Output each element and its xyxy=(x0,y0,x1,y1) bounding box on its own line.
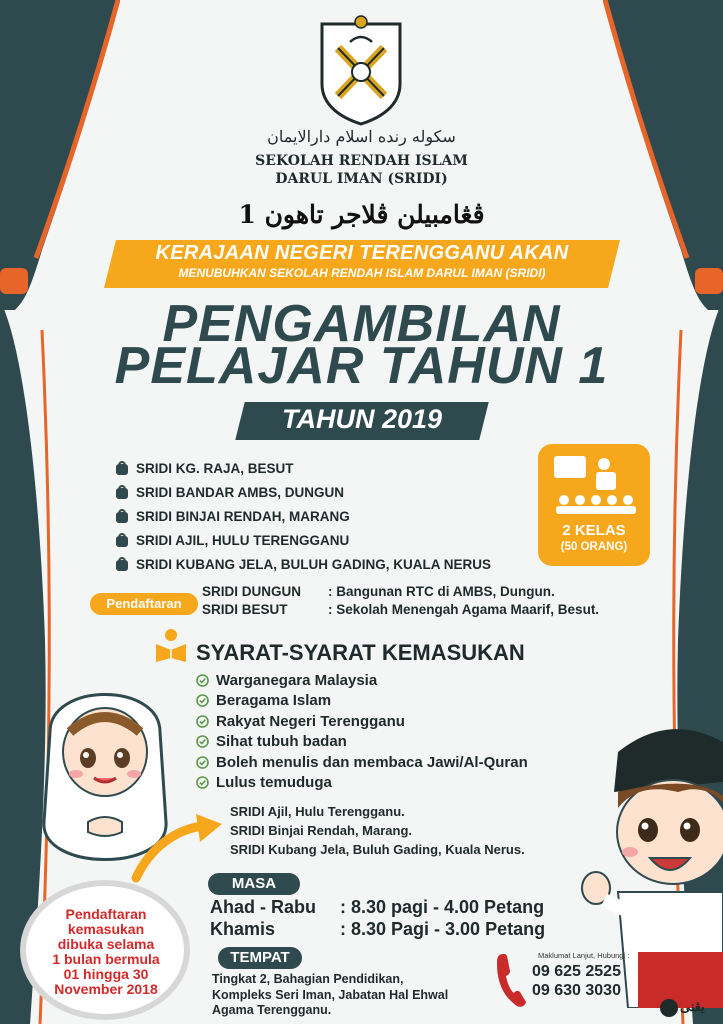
requirements-title: SYARAT-SYARAT KEMASUKAN xyxy=(196,640,525,665)
check-circle-icon xyxy=(196,776,209,789)
announcement-line-2: MENUBUHKAN SEKOLAH RENDAH ISLAM DARUL IMAN (SRIDI) xyxy=(178,266,546,280)
check-circle-icon xyxy=(196,735,209,748)
phone-icon xyxy=(495,950,529,1008)
school-bag-icon xyxy=(114,556,130,572)
check-circle-icon xyxy=(196,715,209,728)
list-item: SRIDI KUBANG JELA, BULUH GADING, KUALA NERUS xyxy=(114,552,534,576)
school-bag-icon xyxy=(114,460,130,476)
school-bag-icon xyxy=(114,508,130,524)
school-bag-icon xyxy=(114,484,130,500)
school-name-jawi: سكوله رنده اسلام دارالايمان xyxy=(267,127,456,146)
school-crest-icon xyxy=(314,14,408,126)
title-line-1: PENGAMBILAN xyxy=(162,295,561,353)
requirements-list xyxy=(196,670,616,793)
notes-list: SRIDI Ajil, Hulu Terengganu. SRIDI Binjai Rendah, Marang. SRIDI Kubang Jela, Buluh Gading, Kuala Nerus. xyxy=(230,804,525,857)
branch-list xyxy=(114,456,534,576)
registration-label: Pendaftaran xyxy=(90,593,198,615)
schedule-row: Ahad - Rabu : 8.30 pagi - 4.00 Petang xyxy=(210,897,545,917)
list-item: Beragama Islam xyxy=(196,691,616,712)
phone-number[interactable]: 09 625 2525 xyxy=(532,963,621,980)
registration-row: SRIDI DUNGUN : Bangunan RTC di AMBS, Dungun. xyxy=(202,584,555,599)
department-logo-text: يڠنى xyxy=(680,1000,705,1015)
class-capacity: (50 ORANG) xyxy=(560,541,628,553)
list-item: Boleh menulis dan membaca Jawi/Al-Quran xyxy=(196,752,616,773)
list-item: SRIDI KG. RAJA, BESUT xyxy=(114,456,534,480)
venue-address: Tingkat 2, Bahagian Pendidikan, Kompleks Seri Iman, Jabatan Hal Ehwal Agama Terengganu. xyxy=(212,972,449,1017)
list-item: Rakyat Negeri Terengganu xyxy=(196,711,616,732)
headline-jawi: ڤڠامبيلن ڤلاجر تاهون 1 xyxy=(238,200,485,229)
school-bag-icon xyxy=(114,532,130,548)
list-item: Warganegara Malaysia xyxy=(196,670,616,691)
registration-period-text: Pendaftaran kemasukan dibuka selama 1 bulan bermula 01 hingga 30 November 2018 xyxy=(52,906,160,997)
class-count: 2 KELAS xyxy=(562,522,626,539)
student-reading-icon xyxy=(154,628,188,664)
announcement-line-1: KERAJAAN NEGERI TERENGGANU AKAN xyxy=(155,242,569,264)
list-item: SRIDI BANDAR AMBS, DUNGUN xyxy=(114,480,534,504)
check-circle-icon xyxy=(196,674,209,687)
department-logo-icon xyxy=(660,999,678,1017)
list-item: Lulus temuduga xyxy=(196,773,616,794)
schedule-label: MASA xyxy=(208,873,300,895)
list-item: SRIDI AJIL, HULU TERENGGANU xyxy=(114,528,534,552)
phone-number[interactable]: 09 630 3030 xyxy=(532,982,621,999)
registration-row: SRIDI BESUT : Sekolah Menengah Agama Maarif, Besut. xyxy=(202,602,600,617)
year-label: TAHUN 2019 xyxy=(281,404,443,434)
contact-label: Maklumat Lanjut, Hubungi : xyxy=(538,951,630,960)
venue-label: TEMPAT xyxy=(218,947,302,969)
list-item: Sihat tubuh badan xyxy=(196,732,616,753)
check-circle-icon xyxy=(196,694,209,707)
title-line-2: PELAJAR TAHUN 1 xyxy=(114,337,609,395)
arrow-icon xyxy=(130,808,226,884)
school-name-english: SEKOLAH RENDAH ISLAM DARUL IMAN (SRIDI) xyxy=(255,153,468,187)
check-circle-icon xyxy=(196,756,209,769)
schedule-row: Khamis : 8.30 Pagi - 3.00 Petang xyxy=(210,919,546,939)
list-item: SRIDI BINJAI RENDAH, MARANG xyxy=(114,504,534,528)
